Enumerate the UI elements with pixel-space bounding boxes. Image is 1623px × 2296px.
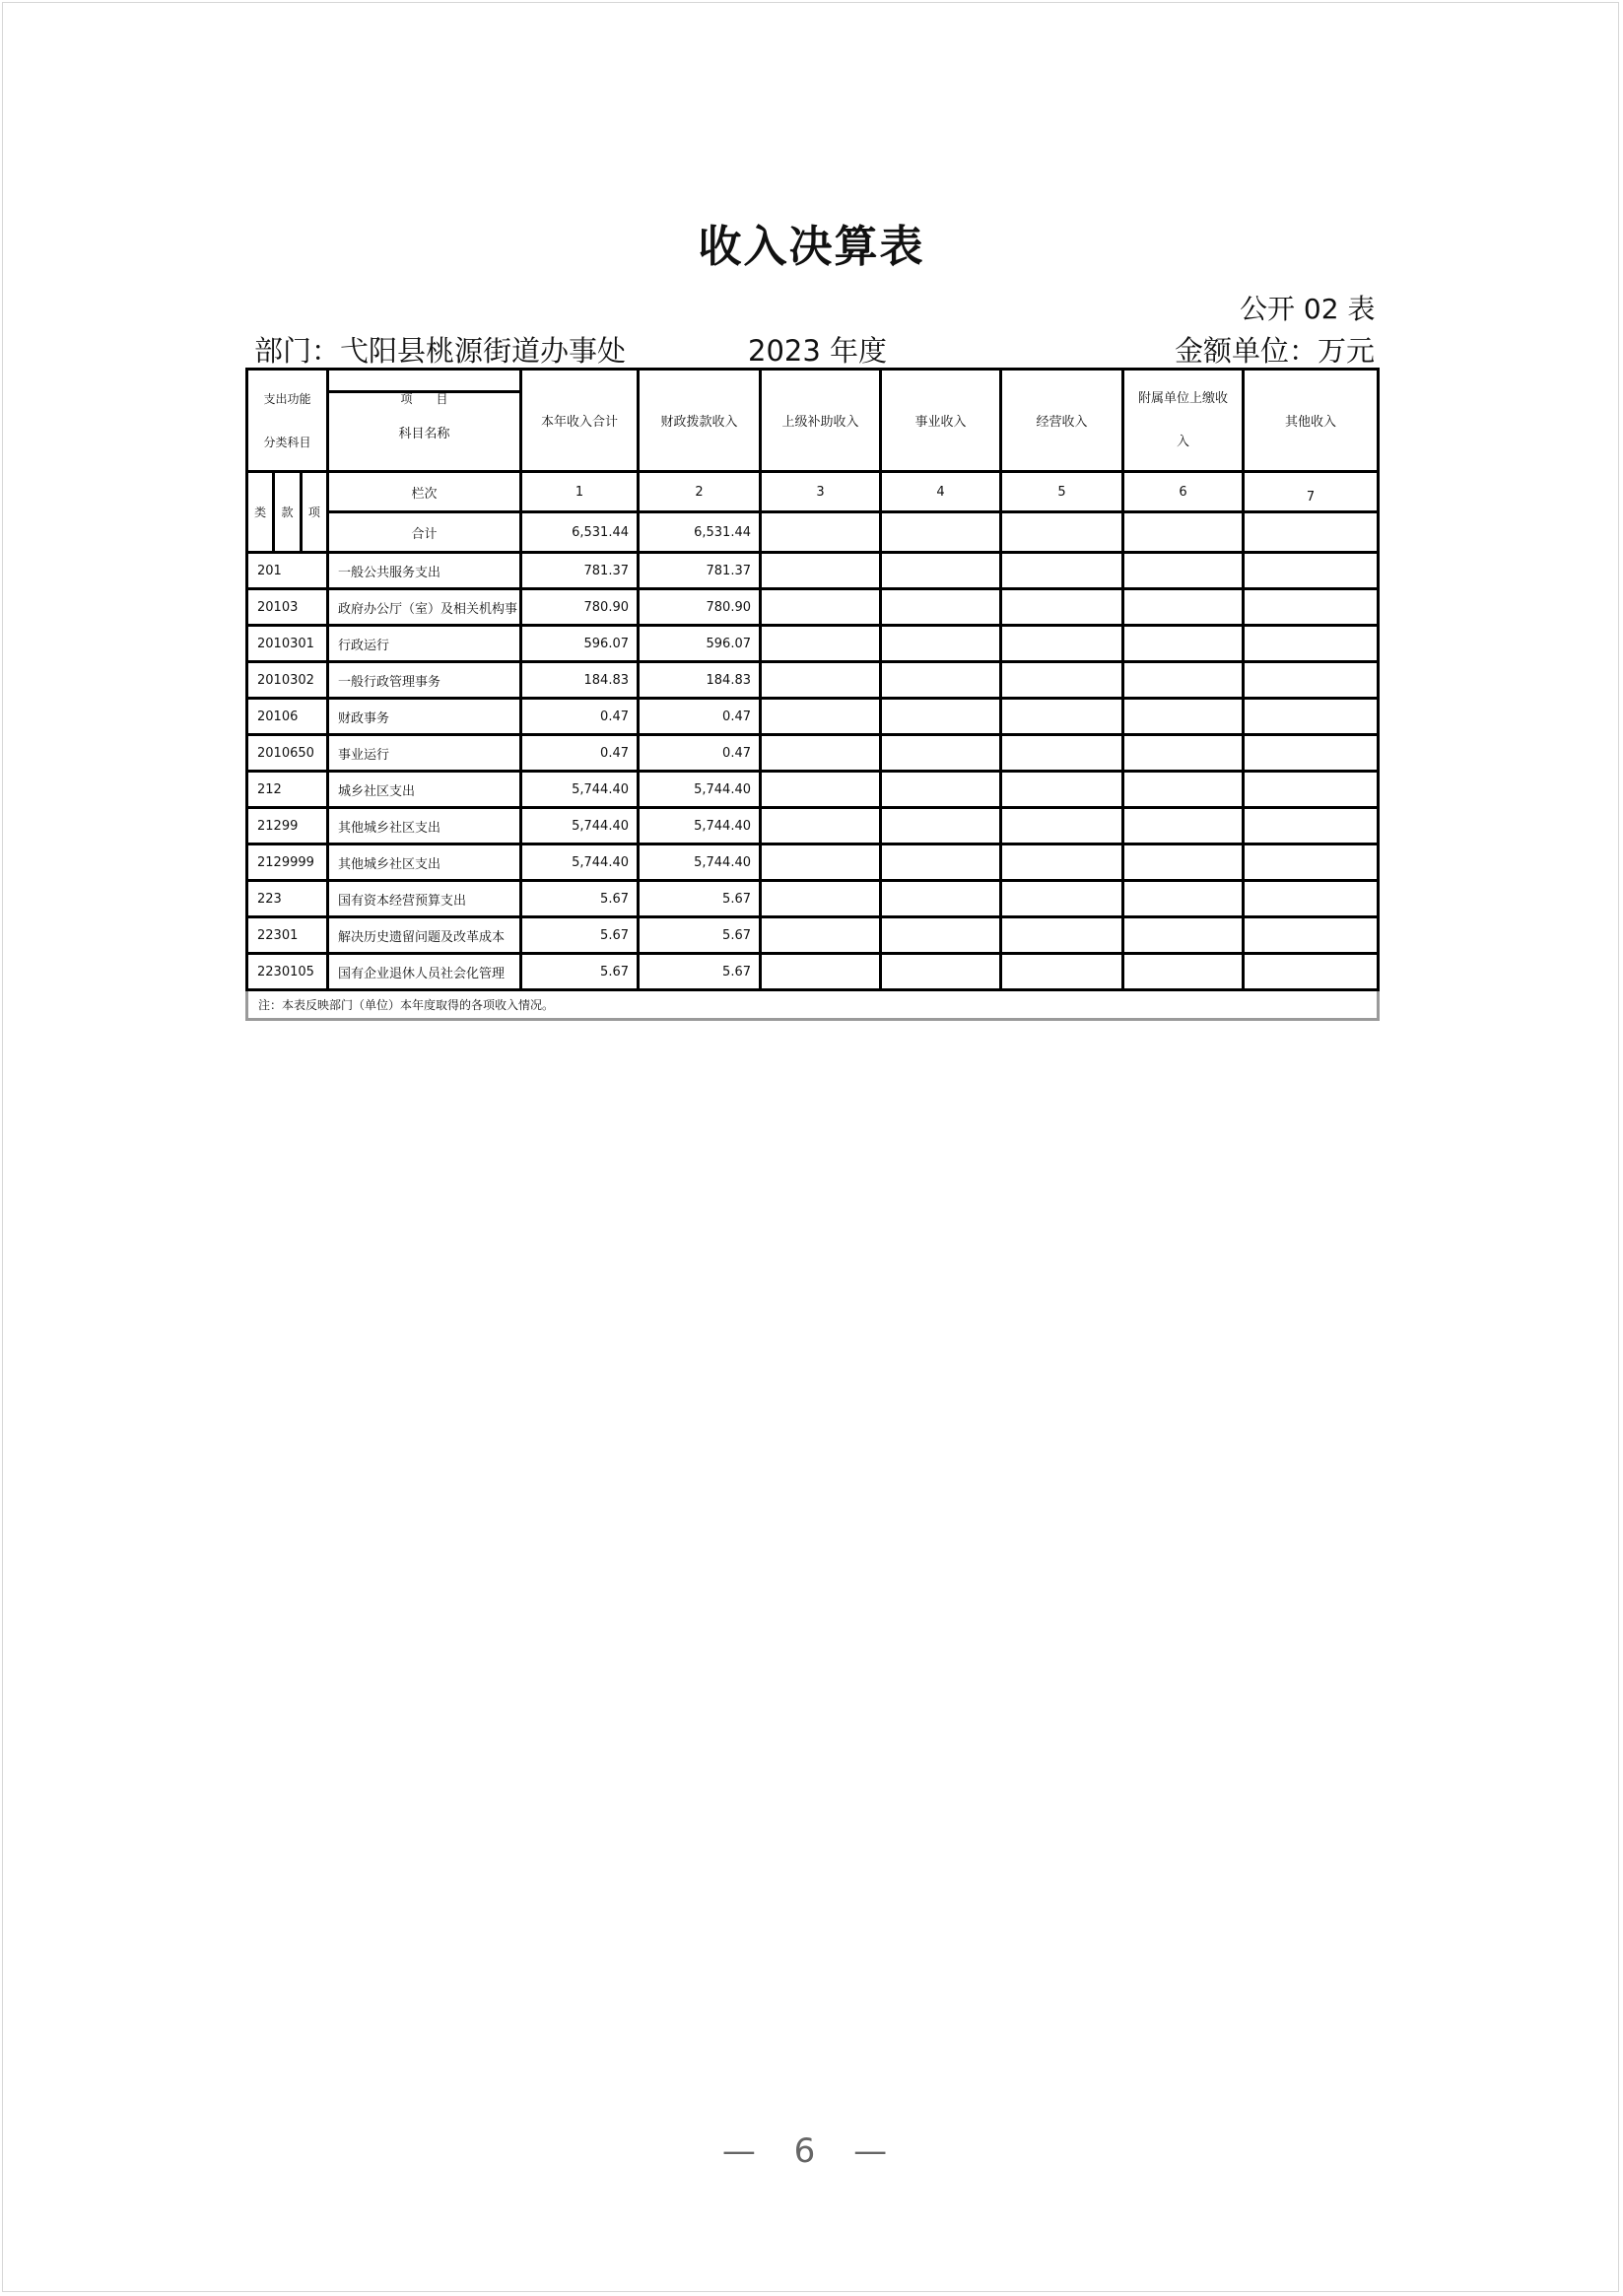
row-superior [761, 917, 881, 954]
row-business [881, 954, 1001, 990]
row-superior [761, 881, 881, 917]
total-superior [761, 512, 881, 553]
fiscal-year: 2023 年度 [748, 334, 888, 368]
row-other [1244, 772, 1379, 808]
col-num-1: 1 [521, 472, 639, 512]
row-superior [761, 954, 881, 990]
row-superior [761, 589, 881, 626]
row-name: 国有资本经营预算支出 [328, 881, 521, 917]
total-label: 合计 [328, 512, 521, 553]
row-affiliate [1123, 808, 1244, 844]
header-row-top [247, 370, 1379, 392]
row-fiscal: 596.07 [639, 626, 761, 662]
row-total: 596.07 [521, 626, 639, 662]
total-affiliate [1123, 512, 1244, 553]
row-total: 5,744.40 [521, 844, 639, 881]
row-fiscal: 0.47 [639, 699, 761, 735]
col-affiliate-label-2: 入 [1176, 434, 1189, 449]
col-superior-header: 上级补助收入 [761, 370, 881, 472]
subject-name-header [328, 392, 521, 472]
row-operating [1001, 917, 1123, 954]
row-name: 政府办公厅（室）及相关机构事 [328, 589, 521, 626]
row-name: 其他城乡社区支出 [328, 844, 521, 881]
row-business [881, 881, 1001, 917]
row-business [881, 917, 1001, 954]
row-business [881, 626, 1001, 662]
row-business [881, 844, 1001, 881]
col-num-4: 4 [881, 472, 1001, 512]
table-row [247, 735, 1379, 772]
row-operating [1001, 881, 1123, 917]
table-row [247, 553, 1379, 589]
row-business [881, 589, 1001, 626]
row-total: 780.90 [521, 589, 639, 626]
row-affiliate [1123, 954, 1244, 990]
row-fiscal: 5,744.40 [639, 844, 761, 881]
total-total: 6,531.44 [521, 512, 639, 553]
row-superior [761, 772, 881, 808]
row-total: 0.47 [521, 699, 639, 735]
row-fiscal: 5.67 [639, 917, 761, 954]
row-business [881, 662, 1001, 699]
row-business [881, 735, 1001, 772]
lei-kuan-xiang-header [247, 472, 328, 553]
row-fiscal: 5.67 [639, 881, 761, 917]
row-name: 事业运行 [328, 735, 521, 772]
row-fiscal: 781.37 [639, 553, 761, 589]
row-other [1244, 808, 1379, 844]
row-business [881, 699, 1001, 735]
row-superior [761, 844, 881, 881]
row-total: 5.67 [521, 917, 639, 954]
row-operating [1001, 662, 1123, 699]
row-total: 5.67 [521, 954, 639, 990]
row-name: 行政运行 [328, 626, 521, 662]
row-business [881, 808, 1001, 844]
col-operating-header: 经营收入 [1001, 370, 1123, 472]
table-row [247, 844, 1379, 881]
row-superior [761, 808, 881, 844]
row-name: 国有企业退休人员社会化管理 [328, 954, 521, 990]
row-name: 其他城乡社区支出 [328, 808, 521, 844]
total-other [1244, 512, 1379, 553]
row-name: 一般公共服务支出 [328, 553, 521, 589]
row-code: 20103 [247, 589, 328, 626]
row-code: 212 [247, 772, 328, 808]
row-operating [1001, 626, 1123, 662]
row-operating [1001, 735, 1123, 772]
department-label: 部门：弋阳县桃源街道办事处 [254, 334, 627, 368]
col-other-header: 其他收入 [1244, 370, 1379, 472]
total-row [247, 512, 1379, 553]
page-title: 收入决算表 [698, 222, 925, 272]
col-num-7: 7 [1244, 472, 1379, 512]
row-total: 5,744.40 [521, 772, 639, 808]
row-code: 201 [247, 553, 328, 589]
note-row [247, 990, 1379, 1020]
row-operating [1001, 808, 1123, 844]
col-affiliate-label-1: 附属单位上缴收 [1137, 390, 1228, 406]
col-affiliate-header [1123, 370, 1244, 472]
row-fiscal: 184.83 [639, 662, 761, 699]
row-affiliate [1123, 699, 1244, 735]
table-row [247, 589, 1379, 626]
xiang-label: 项 [300, 473, 326, 551]
row-operating [1001, 772, 1123, 808]
row-code: 2010301 [247, 626, 328, 662]
row-affiliate [1123, 881, 1244, 917]
row-code: 2010650 [247, 735, 328, 772]
row-superior [761, 662, 881, 699]
row-other [1244, 881, 1379, 917]
row-business [881, 772, 1001, 808]
table-row [247, 808, 1379, 844]
col-num-5: 5 [1001, 472, 1123, 512]
row-affiliate [1123, 917, 1244, 954]
row-other [1244, 662, 1379, 699]
row-other [1244, 844, 1379, 881]
form-number: 公开 02 表 [1240, 293, 1376, 325]
func-class-header [247, 370, 328, 472]
func-class-label-2: 分类科目 [263, 435, 311, 449]
col-total-header: 本年收入合计 [521, 370, 639, 472]
col-fiscal-header: 财政拨款收入 [639, 370, 761, 472]
row-affiliate [1123, 735, 1244, 772]
table-row [247, 881, 1379, 917]
table-row [247, 917, 1379, 954]
col-num-3: 3 [761, 472, 881, 512]
row-fiscal: 5.67 [639, 954, 761, 990]
row-other [1244, 735, 1379, 772]
row-other [1244, 589, 1379, 626]
col-business-header: 事业收入 [881, 370, 1001, 472]
row-name: 解决历史遗留问题及改革成本 [328, 917, 521, 954]
page-number: — 6 — [721, 2131, 902, 2171]
lanci-label: 栏次 [328, 472, 521, 512]
row-superior [761, 553, 881, 589]
row-operating [1001, 699, 1123, 735]
row-affiliate [1123, 589, 1244, 626]
row-other [1244, 553, 1379, 589]
row-code: 2230105 [247, 954, 328, 990]
row-code: 22301 [247, 917, 328, 954]
kuan-label: 款 [272, 473, 299, 551]
column-number-row [247, 472, 1379, 512]
row-other [1244, 954, 1379, 990]
row-name: 财政事务 [328, 699, 521, 735]
subject-name-label: 科目名称 [398, 426, 450, 441]
amount-unit: 金额单位：万元 [1175, 334, 1376, 368]
row-code: 20106 [247, 699, 328, 735]
table-row [247, 772, 1379, 808]
table-row [247, 954, 1379, 990]
col-num-6: 6 [1123, 472, 1244, 512]
row-affiliate [1123, 626, 1244, 662]
row-affiliate [1123, 772, 1244, 808]
item-label: 项 目 [400, 392, 448, 406]
lei-label: 类 [254, 506, 267, 519]
row-affiliate [1123, 553, 1244, 589]
row-name: 城乡社区支出 [328, 772, 521, 808]
row-other [1244, 626, 1379, 662]
row-affiliate [1123, 844, 1244, 881]
row-other [1244, 699, 1379, 735]
table-row [247, 662, 1379, 699]
row-total: 5.67 [521, 881, 639, 917]
row-operating [1001, 589, 1123, 626]
row-code: 2010302 [247, 662, 328, 699]
row-other [1244, 917, 1379, 954]
row-total: 0.47 [521, 735, 639, 772]
row-total: 5,744.40 [521, 808, 639, 844]
row-fiscal: 5,744.40 [639, 772, 761, 808]
col-num-2: 2 [639, 472, 761, 512]
row-name: 一般行政管理事务 [328, 662, 521, 699]
row-superior [761, 735, 881, 772]
func-class-label-1: 支出功能 [263, 391, 311, 406]
row-affiliate [1123, 662, 1244, 699]
row-code: 21299 [247, 808, 328, 844]
row-fiscal: 0.47 [639, 735, 761, 772]
row-code: 2129999 [247, 844, 328, 881]
table-note: 注：本表反映部门（单位）本年度取得的各项收入情况。 [247, 990, 1379, 1020]
row-total: 781.37 [521, 553, 639, 589]
row-business [881, 553, 1001, 589]
total-fiscal: 6,531.44 [639, 512, 761, 553]
row-operating [1001, 553, 1123, 589]
row-code: 223 [247, 881, 328, 917]
total-business [881, 512, 1001, 553]
row-operating [1001, 954, 1123, 990]
item-header-top [328, 370, 521, 392]
income-table [245, 368, 1380, 1021]
row-total: 184.83 [521, 662, 639, 699]
row-operating [1001, 844, 1123, 881]
row-superior [761, 626, 881, 662]
table-row [247, 626, 1379, 662]
row-fiscal: 780.90 [639, 589, 761, 626]
row-fiscal: 5,744.40 [639, 808, 761, 844]
table-row [247, 699, 1379, 735]
total-operating [1001, 512, 1123, 553]
row-superior [761, 699, 881, 735]
